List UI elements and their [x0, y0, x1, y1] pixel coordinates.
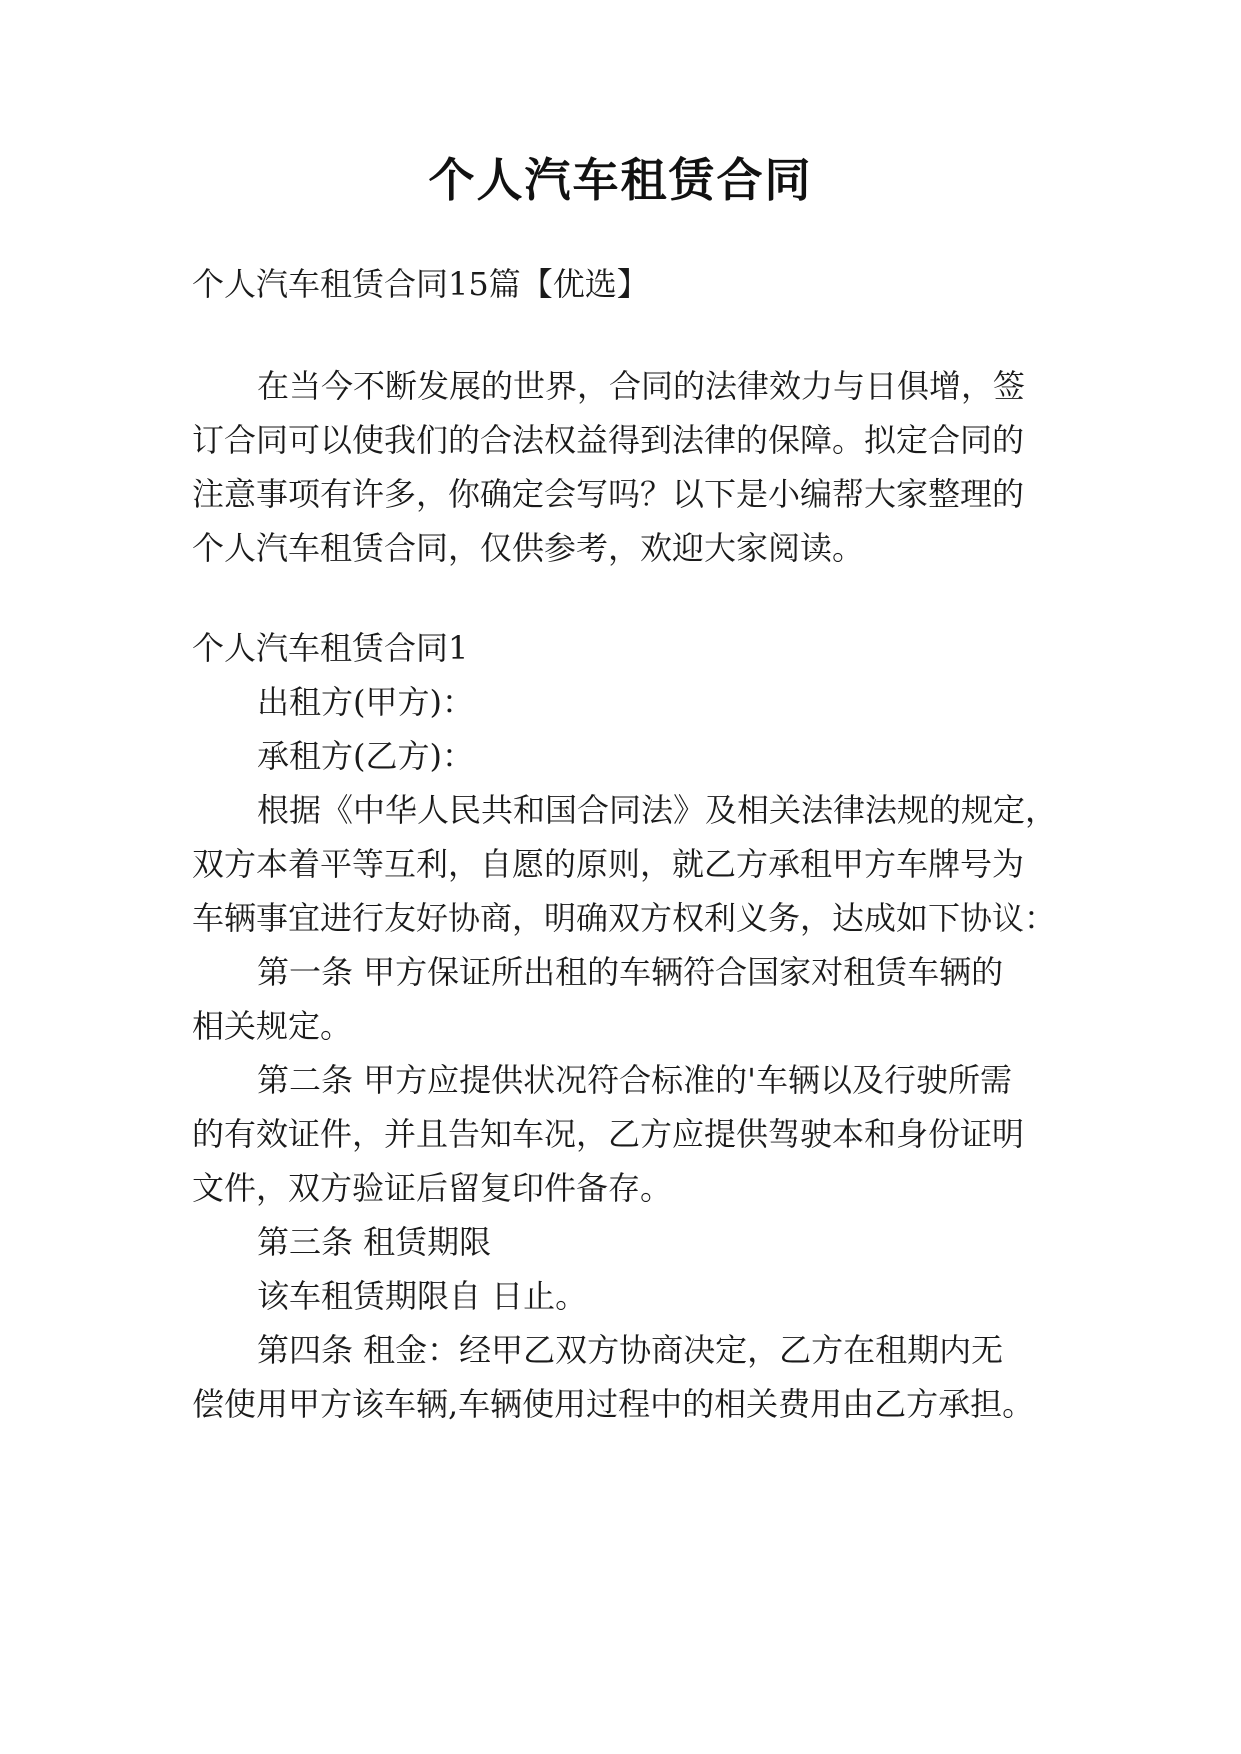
article3-body: 该车租赁期限自 日止。	[257, 1277, 588, 1315]
document-subtitle: 个人汽车租赁合同15篇【优选】	[192, 265, 649, 303]
section-heading: 个人汽车租赁合同1	[192, 629, 469, 667]
article2-line-3: 文件，双方验证后留复印件备存。	[192, 1169, 673, 1207]
intro-line-4: 个人汽车租赁合同，仅供参考，欢迎大家阅读。	[192, 529, 865, 567]
preamble-line-3: 车辆事宜进行友好协商，明确双方权利义务，达成如下协议：	[192, 899, 1057, 937]
preamble-line-1: 根据《中华人民共和国合同法》及相关法律法规的规定，	[257, 791, 1058, 829]
article1-line-1: 第一条 甲方保证所出租的车辆符合国家对租赁车辆的	[257, 953, 1004, 991]
intro-line-3: 注意事项有许多，你确定会写吗？以下是小编帮大家整理的	[192, 475, 1025, 513]
article4-line-2: 偿使用甲方该车辆,车辆使用过程中的相关费用由乙方承担。	[192, 1385, 1035, 1423]
intro-line-1: 在当今不断发展的世界，合同的法律效力与日俱增，签	[257, 367, 1026, 405]
article2-line-2: 的有效证件，并且告知车况，乙方应提供驾驶本和身份证明	[192, 1115, 1025, 1153]
article4-line-1: 第四条 租金：经甲乙双方协商决定，乙方在租期内无	[257, 1331, 1004, 1369]
lessor-line: 出租方(甲方)：	[257, 683, 474, 721]
preamble-line-2: 双方本着平等互利，自愿的原则，就乙方承租甲方车牌号为	[192, 845, 1025, 883]
article3-heading: 第三条 租赁期限	[257, 1223, 492, 1261]
article2-line-1: 第二条 甲方应提供状况符合标准的'车辆以及行驶所需	[257, 1061, 1012, 1099]
document-title: 个人汽车租赁合同	[428, 153, 813, 207]
lessee-line: 承租方(乙方)：	[257, 737, 474, 775]
article1-line-2: 相关规定。	[192, 1007, 353, 1045]
intro-line-2: 订合同可以使我们的合法权益得到法律的保障。拟定合同的	[192, 421, 1025, 459]
